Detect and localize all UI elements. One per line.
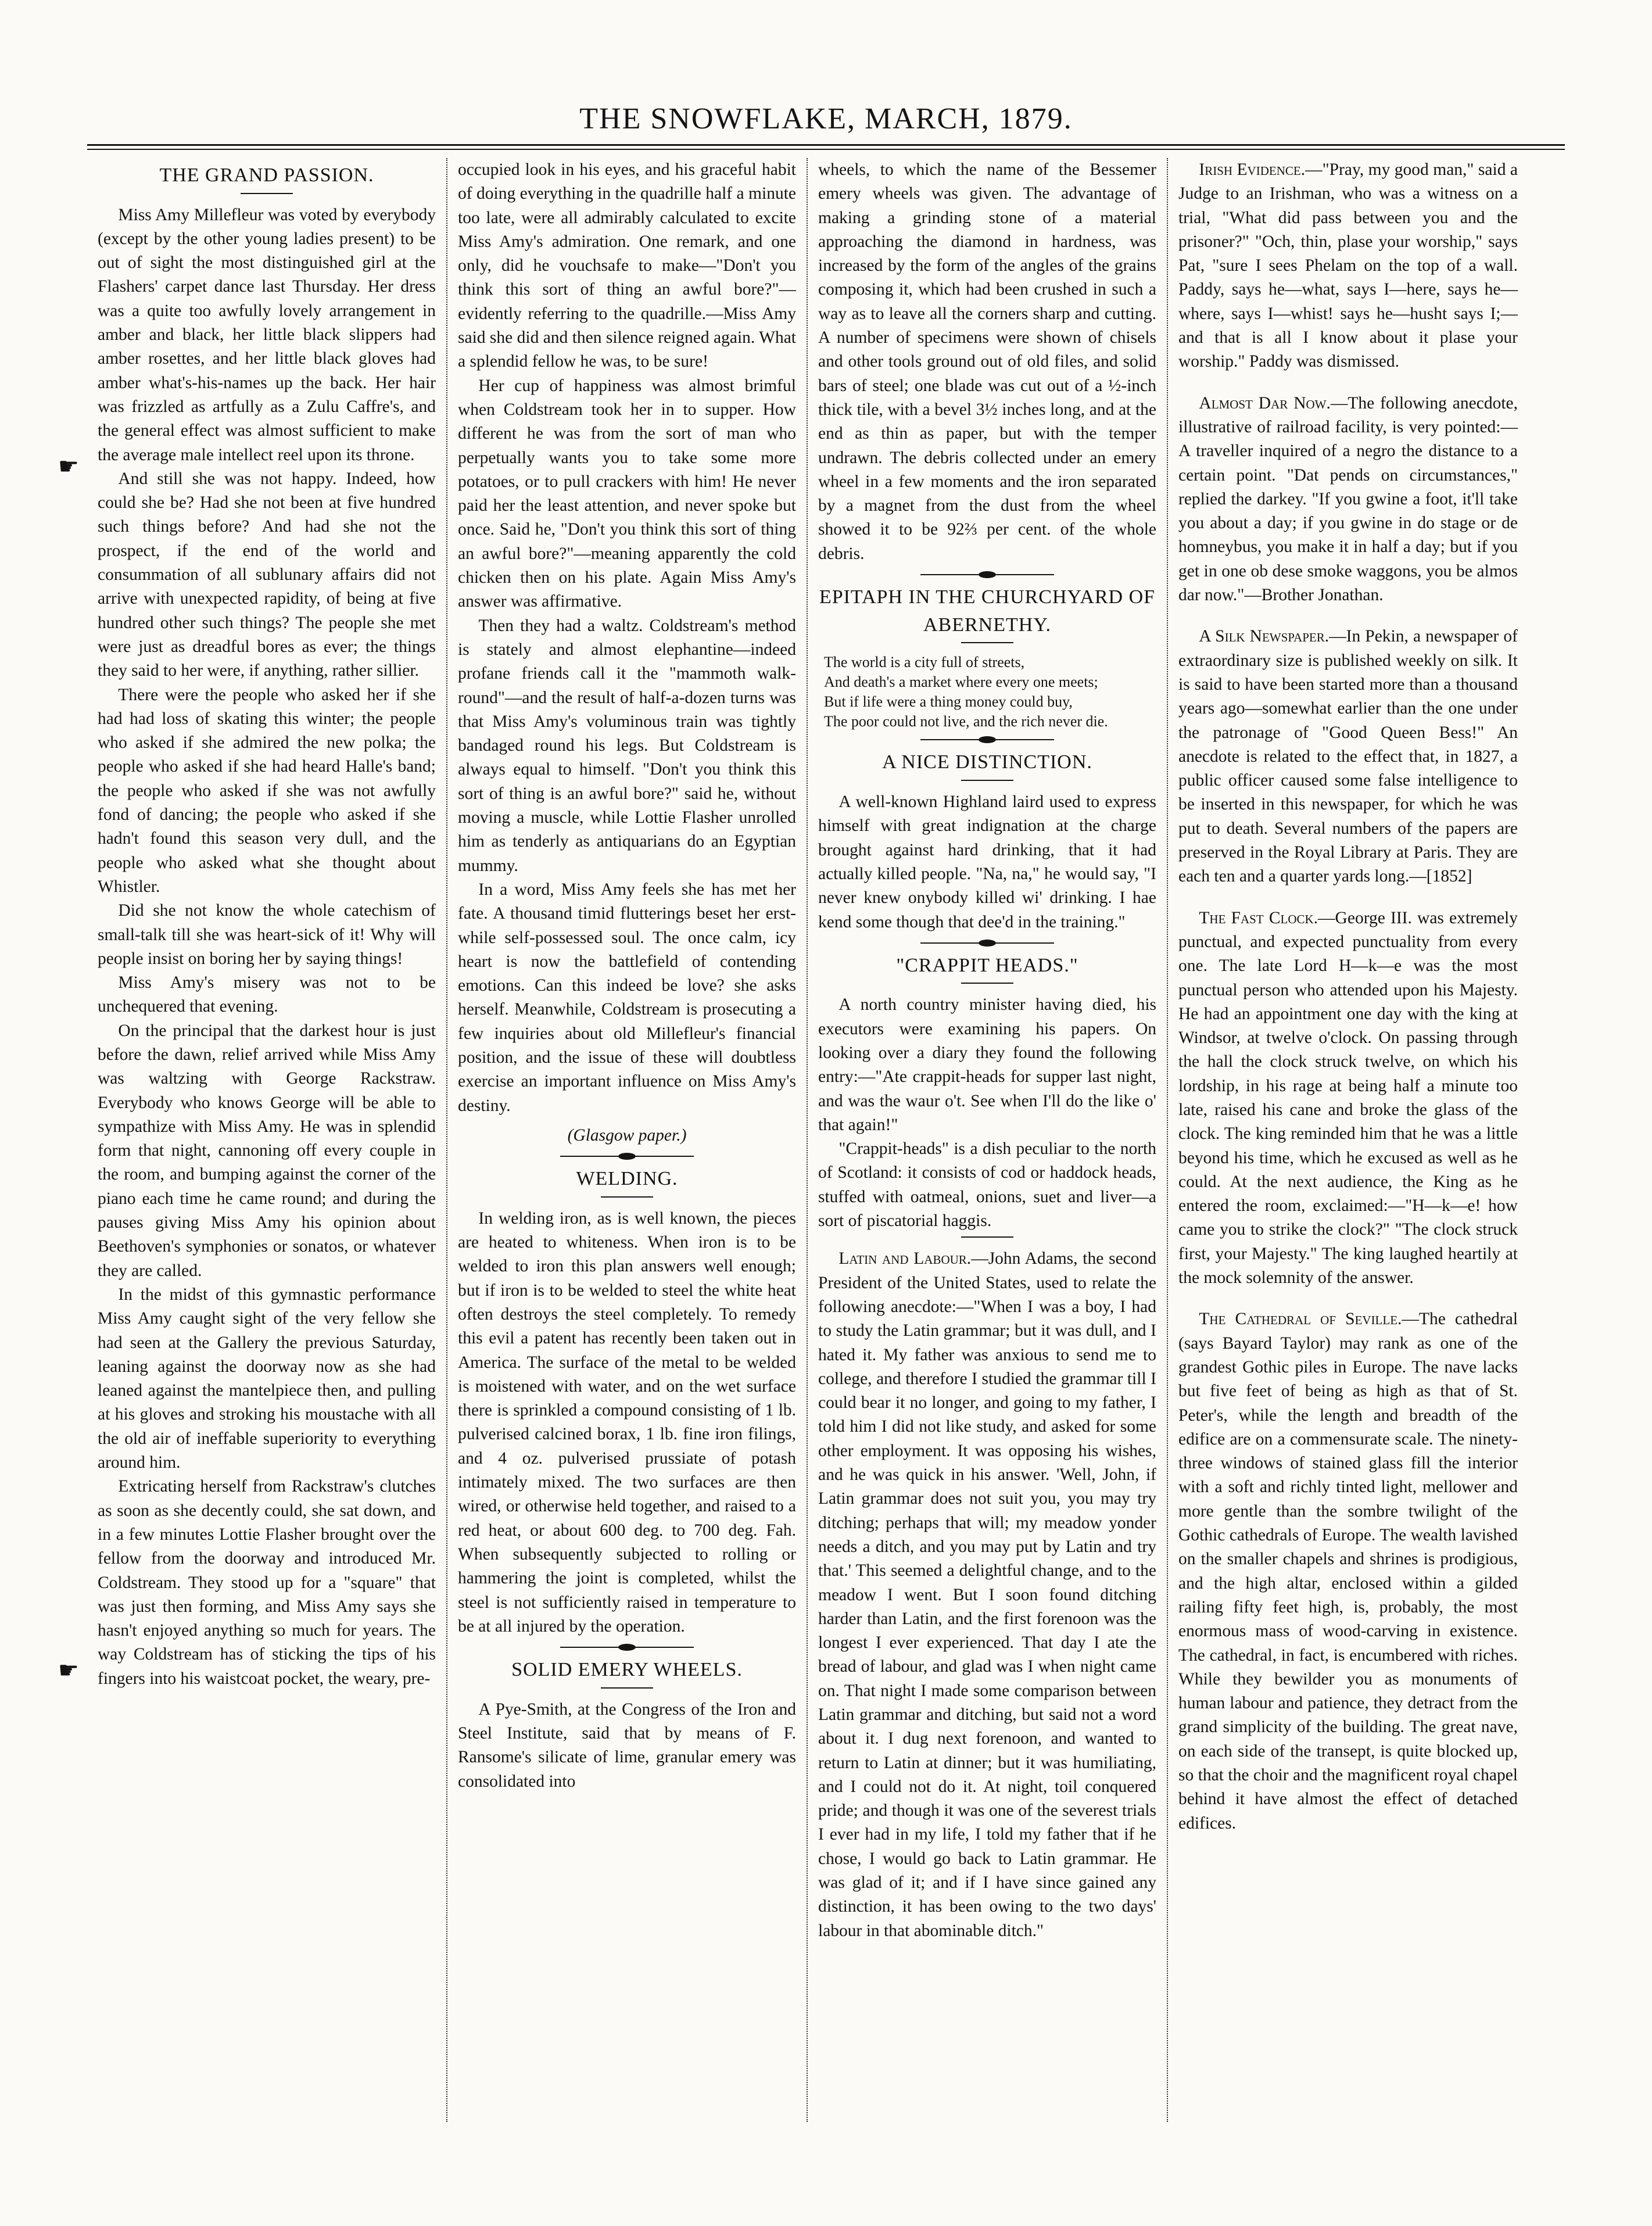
paragraph — [818, 1247, 1156, 1943]
paragraph: In the midst of this gymnastic performance Miss Amy caught sight of the very fellow she had seen at the Gallery the previous Saturday, leaning against the doorway now as she had leaned against the mantelpiece then, and pulling at his gloves and stroking his moustache with all the old air of ineffable superiority to everything around him. — [98, 1285, 436, 1472]
epitaph-poem — [818, 653, 1156, 731]
paragraph: There were the people who asked her if she had had loss of skating this winter; the people who asked if she admired the new polka; the people who asked if she had heard Halle's band; the people who asked if she was not awfully fond of dancing; the people who asked if she hadn't found this season very dull, and the people who asked what she thought about Whistler. — [98, 685, 436, 896]
paragraph: A well-known Highland laird used to express himself with great indignation at the charge brought against hard drinking, that it had actually killed people. "Na, na," he would say, "I never knew onybody killed wi' drinking. I hae kend some though that dee'd in the training." — [818, 793, 1156, 931]
paragraph — [1178, 906, 1518, 1291]
paragraph: Miss Amy Millefleur was voted by everybody (except by the other young ladies present) to be out of sight the most distinguished girl at the Flashers' carpet dance last Thursday. Her dress was a quite too awfully lovely arrangement in amber and black, her little black slippers had amber rosettes, and her little black gloves had amber what's-his-names up the back. Her hair was frizzled as artfully as a Zulu Caffre's, and the general effect was almost sufficient to make the average male intellect reel upon its throne. — [98, 205, 436, 464]
divider — [961, 642, 1013, 643]
item-lead: A Silk Newspaper. — [1199, 627, 1330, 646]
divider — [961, 983, 1013, 984]
poem-line: And death's a market where every one meets; — [824, 673, 1098, 691]
divider — [241, 193, 293, 194]
column-3 — [808, 158, 1168, 2122]
masthead-rule — [87, 144, 1565, 150]
paragraph — [1178, 1307, 1518, 1836]
article-headline: "CRAPPIT HEADS." — [896, 954, 1078, 976]
pointing-hand-icon: ☛ — [58, 1657, 79, 1683]
divider — [961, 780, 1013, 781]
paragraph: A north country minister having died, his executors were examining his papers. On looking over a diary they found the following entry:—"Ate crappit-heads for supper last night, and was the waur o't. See when I'll do the like o' that again!" — [818, 995, 1156, 1134]
poem-line: The world is a city full of streets, — [824, 654, 1025, 671]
paragraph: In welding iron, as is well known, the pieces are heated to whiteness. When iron is to be welded to iron this plan answers well enough; but if iron is to be welded to steel the white heat often destroys the steel completely. To remedy this evil a patent has recently been taken out in America. The surface of the metal to be welded is moistened with water, and on the wet surface there is sprinkled a compound consisting of 1 lb. pulverised calcined borax, 1 lb. fine iron filings, and 4 oz. pulverised prussiate of potash intimately mixed. The two surfaces are then wired, or otherwise held together, and raised to a red heat, or about 600 deg. to 700 deg. Fah. When subsequently subjected to rolling or hammering the joint is completed, whilst the steel is not sufficiently raised in temperature to be at all injured by the operation. — [458, 1209, 796, 1636]
divider — [601, 1687, 653, 1689]
paragraph: Her cup of happiness was almost brimful when Coldstream took her in to supper. How different he was from the sort of man who perpetually wants you to take some more potatoes, or to pull crackers with him! He never paid her the least attention, and never spoke but once. Said he, "Don't you think this sort of thing an awful bore?"—meaning apparently the cold chicken then on his plate. Again Miss Amy's answer was affirmative. — [458, 376, 796, 611]
column-1 — [87, 158, 447, 2122]
paragraph: Did she not know the whole catechism of small-talk till she was heart-sick of it! Why will people insist on boring her by saying things! — [98, 901, 436, 968]
item-body: —George III. was extremely punctual, and expected punctuality from every one. The late Lord H—k—e was the most punctual person who attended upon his Majesty. He had an appointment one day with the king at Windsor, at twelve o'clock. On passing through the hall the clock struck twelve, on which his lordship, in his rage at being half a minute too late, raised his cane and broke the glass of the clock. The king reminded him that he was a little beyond his time, which he excused as well as he could. At the next audience, the King as he entered the room, exclaimed:—"H—k—e! how came you to strike the clock?" "The clock struck first, your Majesty." The king laughed heartily at the mock solemnity of the answer. — [1178, 908, 1518, 1288]
item-lead: Irish Evidence. — [1199, 160, 1306, 179]
paragraph — [1178, 392, 1518, 608]
article-headline: A NICE DISTINCTION. — [882, 751, 1092, 773]
paragraph: In a word, Miss Amy feels she has met her fate. A thousand timid flutterings beset her erst-while self-possessed soul. The once calm, icy heart is now the battlefield of contending emotions. Can this indeed be love? she asks herself. Meanwhile, Coldstream is prosecuting a few inquiries about old Millefleur's financial position, and the issue of these will doubtless exercise an important influence on Miss Amy's destiny. — [458, 880, 796, 1115]
item-body: —John Adams, the second President of the United States, used to relate the following anecdote:—"When I was a boy, I had to study the Latin grammar; but it was dull, and I hated it. My father was anxious to send me to college, and therefore I studied the grammar till I could bear it no longer, and going to my father, I told him I did not like study, and asked for some other employment. It was opposing his wishes, and he was quick in his answer. 'Well, John, if Latin grammar does not suit you, you may try ditching; perhaps that will; my meadow yonder needs a ditch, and you may put by Latin and try that.' This seemed a delightful change, and to the meadow I went. But I soon found ditching harder than Latin, and the first forenoon was the longest I ever experienced. That day I ate the bread of labour, and glad was I when night came on. That night I made some comparison between Latin grammar and ditching, but said not a word about it. I dug next forenoon, and wanted to return to Latin at dinner; but it was humiliating, and I could not do it. At night, toil conquered pride; and though it was one of the severest trials I ever had in my life, I told my father that if he chose, I would go back to Latin grammar. He was glad of it; and if I have since gained any distinction, it has been owing to the two days' labour in that abominable ditch." — [818, 1249, 1157, 1940]
column-4 — [1168, 158, 1528, 2122]
poem-line: But if life were a thing money could buy, — [824, 693, 1073, 710]
paragraph: occupied look in his eyes, and his graceful habit of doing everything in the quadrille half a minute too late, were all admirably calculated to excite Miss Amy's admiration. One remark, and one only, did he vouchsafe to make—"Don't you think this sort of thing an awful bore?"—evidently referring to the quadrille.—Miss Amy said she did and then silence reigned again. What a splendid fellow he was, to be sure! — [458, 160, 796, 371]
paragraph: A Pye-Smith, at the Congress of the Iron and Steel Institute, said that by means of F. Ransome's silicate of lime, granular emery was consolidated into — [458, 1700, 796, 1791]
article-headline: EPITAPH IN THE CHURCHYARD OF ABERNETHY. — [819, 586, 1156, 636]
paragraph: wheels, to which the name of the Bessemer emery wheels was given. The advantage of making a grinding stone of a material approaching the diamond in hardness, was increased by the form of the angles of the grains composing it, which had been crushed in such a way as to leave all the corners sharp and cutting. A number of specimens were shown of chisels and other tools ground out of old files, and solid bars of steel; one blade was cut out of a ½-inch thick tile, with a bevel 3½ inches long, and at the end as thin as paper, but with the temper undrawn. The debris collected under an emery wheel in a few moments and the iron separated by a magnet from the dust from the wheel showed it to be 92⅔ per cent. of the whole debris. — [818, 160, 1156, 563]
paragraph: Miss Amy's misery was not to be unchequered that evening. — [98, 973, 436, 1016]
masthead-title: THE SNOWFLAKE, MARCH, 1879. — [579, 102, 1073, 135]
divider — [560, 1156, 694, 1157]
item-body: —The cathedral (says Bayard Taylor) may rank as one of the grandest Gothic piles in Europe. The nave lacks but five feet of being as high as that of St. Peter's, while the length and breadth of the edifice are on a commensurate scale. The ninety-three windows of stained glass fill the interior with a soft and richly tinted light, mellower and more gentle than the sombre twilight of the Gothic cathedrals of Europe. The wealth lavished on the smaller chapels and shrines is prodigious, and the high altar, enclosed within a gilded railing fifty feet high, is, probably, the most enormous mass of wood-carving in existence. The cathedral, in fact, is encumbered with riches. While they bewilder you as monuments of human labour and patience, they detract from the grand simplicity of the building. The great nave, on each side of the transept, is quite blocked up, so that the choir and the magnificent royal chapel behind it have almost the effect of detached edifices. — [1178, 1310, 1518, 1833]
divider — [920, 739, 1054, 740]
item-lead: The Cathedral of Seville. — [1199, 1310, 1402, 1329]
item-lead: Almost Dar Now. — [1199, 393, 1331, 413]
column-2 — [447, 158, 808, 2122]
item-lead: The Fast Clock. — [1199, 908, 1318, 927]
item-body: —In Pekin, a newspaper of extraordinary size is published weekly on silk. It is said to have been started more than a thousand years ago—somewhat earlier than the one under the patronage of "Good Queen Bess!" An anecdote is related to the effect that, in 1827, a public officer caused some false intelligence to be inserted in this newspaper, for which he was put to death. Several numbers of the papers are preserved in the Royal Library at Paris. They are each ten and a quarter yards long.—[1852] — [1178, 627, 1518, 886]
paragraph — [1178, 625, 1518, 888]
divider — [560, 1647, 694, 1648]
item-body: —"Pray, my good man," said a Judge to an Irishman, who was a witness on a trial, "What did pass between you and the prisoner?" "Och, thin, plase your worship," says Pat, "sure I sees Phelam on the top of a wall. Paddy, says he—what, says I—here, says he—where, says I—whist! says he—husht says I;—and that is all I know about it plase your worship." Paddy was dismissed. — [1178, 160, 1518, 371]
paragraph: On the principal that the darkest hour is just before the dawn, relief arrived while Miss Amy was waltzing with George Rackstraw. Everybody who knows George will be able to sympathize with Miss Amy. He was in splendid form that night, cannoning off every couple in the room, and bumping against the corner of the piano each time he came round; and during the pauses giving Miss Amy his opinion about Beethoven's symphonies or sonatos, or whatever they are called. — [98, 1021, 436, 1280]
article-headline: SOLID EMERY WHEELS. — [511, 1659, 743, 1681]
poem-line: The poor could not live, and the rich never die. — [824, 712, 1108, 730]
pointing-hand-icon: ☛ — [58, 453, 79, 479]
item-lead: Latin and Labour. — [838, 1249, 972, 1268]
paragraph: "Crappit-heads" is a dish peculiar to the north of Scotland: it consists of cod or haddock heads, stuffed with oatmeal, onions, suet and liver—a sort of piscatorial haggis. — [818, 1139, 1156, 1231]
paragraph: And still she was not happy. Indeed, how could she be? Had she not been at five hundred such things before? And had she not the prospect, if the end of the world and consummation of all sublunary affairs did not arrive with unexpected rapidity, of being at five hundred other such things? The people she met were just as dreadful bores as ever; the things they said to her were, if anything, rather sillier. — [98, 469, 436, 680]
divider — [961, 1236, 1013, 1238]
paragraph: Then they had a waltz. Coldstream's method is stately and almost elephantine—indeed profane friends call it the "mammoth walk-round"—and the result of half-a-dozen turns was that Miss Amy's voluminous train was tightly bandaged round his legs. But Coldstream is always equal to himself. "Don't you think this sort of thing is an awful bore?" said he, without moving a muscle, while Lottie Flasher unrolled him as tenderly as antiquarians do an Egyptian mummy. — [458, 616, 796, 875]
paragraph — [1178, 158, 1518, 374]
article-headline: THE GRAND PASSION. — [159, 164, 374, 186]
item-body: —The following anecdote, illustrative of railroad facility, is very pointed:—A traveller inquired of a negro the distance to a certain point. "Dat pends on circumstances," replied the darkey. "If you gwine a foot, it'll take you about a day; if you gwine in do stage or de homneybus, you make it in half a day; but if you get in one ob dese smoke waggons, you be almos dar now."—Brother Jonathan. — [1178, 393, 1518, 605]
article-headline: WELDING. — [576, 1168, 678, 1190]
divider — [920, 942, 1054, 944]
article-columns — [87, 158, 1565, 2122]
divider — [920, 574, 1054, 575]
source-credit: (Glasgow paper.) — [567, 1125, 687, 1145]
paragraph: Extricating herself from Rackstraw's clutches as soon as she decently could, she sat down, and in a few minutes Lottie Flasher brought over the fellow from the doorway and introduced Mr. Coldstream. They stood up for a "square" that was just then forming, and Miss Amy says she hasn't enjoyed anything so much for years. The way Coldstream has of sticking the tips of his fingers into his waistcoat pocket, the weary, pre- — [98, 1477, 436, 1688]
divider — [601, 1196, 653, 1198]
